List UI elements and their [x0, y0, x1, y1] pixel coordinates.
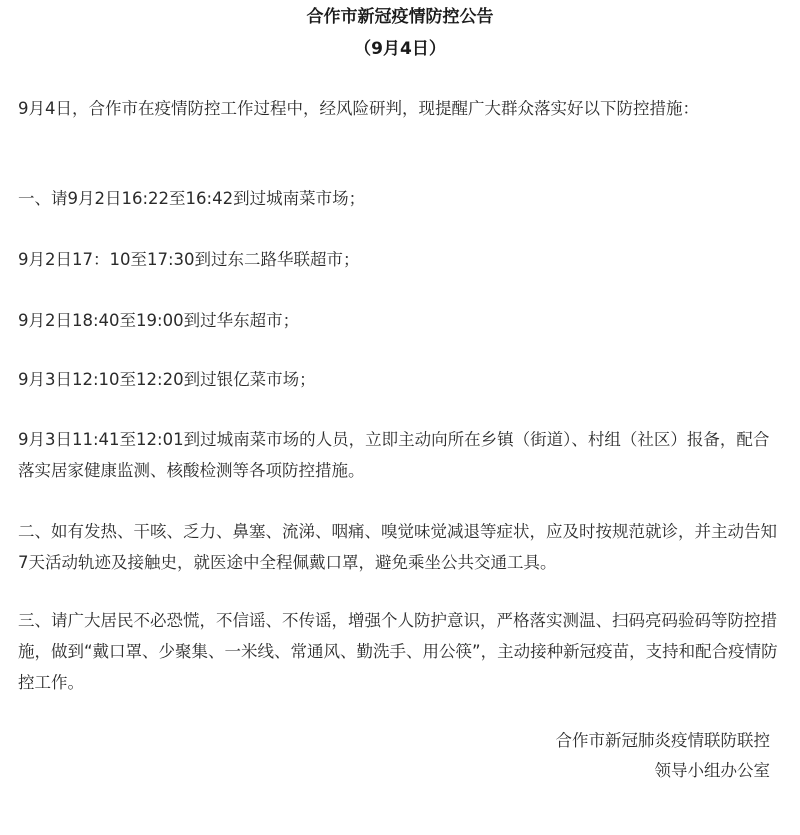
signature-line-1: 合作市新冠肺炎疫情联防联控: [555, 731, 770, 750]
paragraph-item-1: 一、请9月2日16:22至16:42到过城南菜市场；: [18, 189, 366, 208]
signature-line-2: 领导小组办公室: [654, 761, 770, 780]
paragraph-item-3: 9月2日18:40至19:00到过华东超市；: [18, 311, 300, 330]
paragraph-section-3: 三、请广大居民不必恐慌，不信谣、不传谣，增强个人防护意识，严格落实测温、扫码亮码验码等防控措施，做到“戴口罩、少聚集、一米线、常通风、勤洗手、用公筷”，主动接种新冠疫苗，支持和配合疫情防控工作。: [18, 611, 778, 692]
page-title: 合作市新冠疫情防控公告: [306, 7, 494, 27]
announcement-date: （9月4日）: [354, 39, 446, 59]
paragraph-section-2: 二、如有发热、干咳、乏力、鼻塞、流涕、咽痛、嗅觉味觉减退等症状，应及时按规范就诊，并主动告知7天活动轨迹及接触史，就医途中全程佩戴口罩，避免乘坐公共交通工具。: [18, 522, 777, 572]
paragraph-item-2: 9月2日17：10至17:30到过东二路华联超市；: [18, 250, 360, 269]
paragraph-intro: 9月4日，合作市在疫情防控工作过程中，经风险研判，现提醒广大群众落实好以下防控措施：: [18, 99, 699, 118]
paragraph-item-5: 9月3日11:41至12:01到过城南菜市场的人员，立即主动向所在乡镇（街道）、村组（社区）报备，配合落实居家健康监测、核酸检测等各项防控措施。: [18, 430, 770, 480]
paragraph-item-4: 9月3日12:10至12:20到过银亿菜市场；: [18, 370, 316, 389]
